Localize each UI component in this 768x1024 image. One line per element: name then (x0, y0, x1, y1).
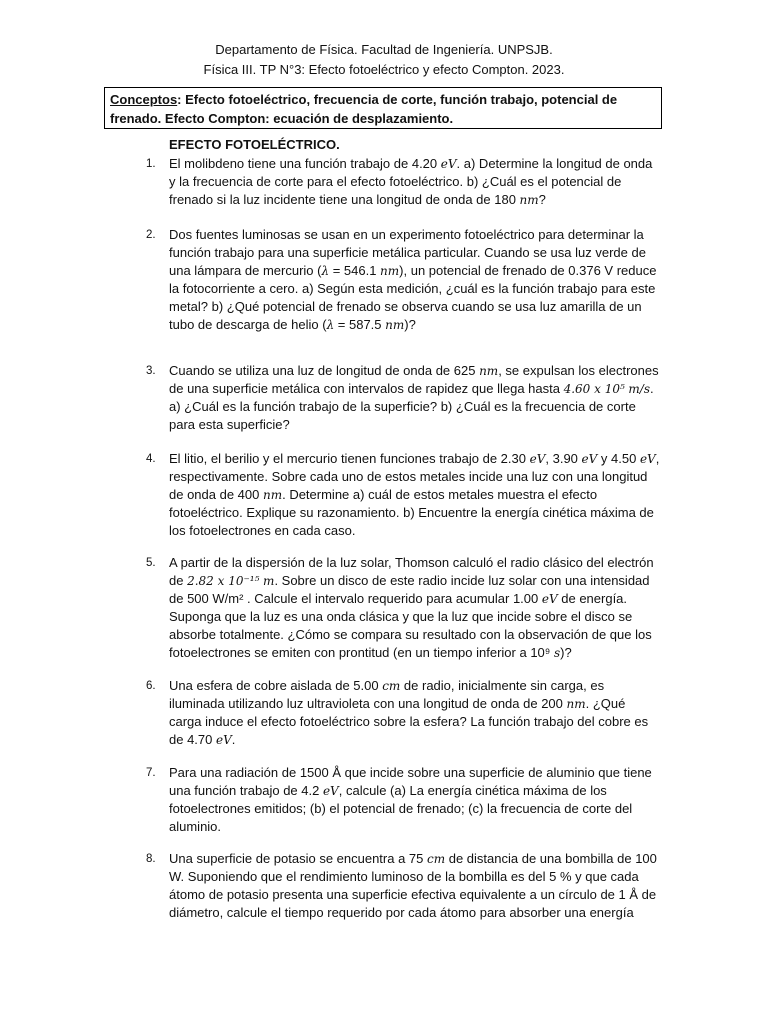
problem-text: El molibdeno tiene una función trabajo de 4.20 eV. a) Determine la longitud de onda y la frecuencia de corte para el efecto fotoeléctrico. b) ¿Cuál es el potencial de frenado si la luz incidente tiene una longitud de onda de 180 nm? (169, 156, 653, 207)
header-department: Departamento de Física. Facultad de Ingeniería. UNPSJB. (215, 42, 553, 57)
problem-number: 1. (146, 158, 156, 170)
problem-text: Para una radiación de 1500 Å que incide sobre una superficie de aluminio que tiene una función trabajo de 4.2 eV, calcule (a) La energía cinética máxima de los fotoelectrones emitidos; (b) el potencial de frenado; (c) la frecuencia de corte del aluminio. (169, 765, 652, 834)
header-course-title: Física III. TP N°3: Efecto fotoeléctrico y efecto Compton. 2023. (203, 62, 565, 77)
concepts-box (104, 87, 662, 129)
problem-number: 4. (146, 453, 156, 465)
problem-text: Una superficie de potasio se encuentra a 75 cm de distancia de una bombilla de 100 W. Suponiendo que el rendimiento luminoso de la bombilla es del 5 % y que cada átomo de potasio presenta una superficie efectiva equivalente a un círculo de 1 Å de diámetro, calcule el tiempo requerido por cada átomo para absorber una energía (169, 851, 657, 920)
section-title: EFECTO FOTOELÉCTRICO. (169, 137, 340, 152)
problem-number: 2. (146, 229, 156, 241)
problem-number: 6. (146, 680, 156, 692)
problem-number: 5. (146, 557, 156, 569)
problem-text: Cuando se utiliza una luz de longitud de onda de 625 nm, se expulsan los electrones de una superficie metálica con intervalos de rapidez que llega hasta 4.60 x 10⁵ m/s. a) ¿Cuál es la función trabajo de la superficie? b) ¿Cuál es la frecuencia de corte para esta superficie? (169, 363, 659, 432)
problem-text: A partir de la dispersión de la luz solar, Thomson calculó el radio clásico del electrón de 2.82 x 10⁻¹⁵ m. Sobre un disco de este radio incide luz solar con una intensidad de 500 W/m² . Calcule el intervalo requerido para acumular 1.00 eV de energía. Suponga que la luz es una onda clásica y que la luz que incide sobre el disco se absorbe totalmente. ¿Cómo se compara su resultado con la observación de que los fotoelectrones se emiten con prontitud (en un tiempo inferior a 10⁹ s)? (169, 555, 654, 660)
problem-number: 7. (146, 767, 156, 779)
concepts-label: Conceptos (110, 92, 178, 107)
problem-number: 3. (146, 365, 156, 377)
problem-text: El litio, el berilio y el mercurio tienen funciones trabajo de 2.30 eV, 3.90 eV y 4.50 eV, respectivamente. Sobre cada uno de estos metales incide una luz con una longitud de onda de 400 nm. Determine a) cuál de estos metales muestra el efecto fotoeléctrico. Explique su razonamiento. b) Encuentre la energía cinética máxima de los fotoelectrones en cada caso. (169, 451, 660, 538)
problem-text: Una esfera de cobre aislada de 5.00 cm de radio, inicialmente sin carga, es iluminada utilizando luz ultravioleta con una longitud de onda de 200 nm. ¿Qué carga induce el efecto fotoeléctrico sobre la esfera? La función trabajo del cobre es de 4.70 eV. (169, 678, 649, 747)
problem-number: 8. (146, 853, 156, 865)
concepts-text: : Efecto fotoeléctrico, frecuencia de corte, función trabajo, potencial de frenado. Efecto Compton: ecuación de desplazamiento. (110, 92, 618, 126)
problem-text: Dos fuentes luminosas se usan en un experimento fotoeléctrico para determinar la función trabajo para una superficie metálica particular. Cuando se usa luz verde de una lámpara de mercurio (λ = 546.1 nm), un potencial de frenado de 0.376 V reduce la fotocorriente a cero. a) Según esta medición, ¿cuál es la función trabajo para este metal? b) ¿Qué potencial de frenado se observa cuando se usa luz amarilla de un tubo de descarga de helio (λ = 587.5 nm)? (169, 227, 657, 332)
